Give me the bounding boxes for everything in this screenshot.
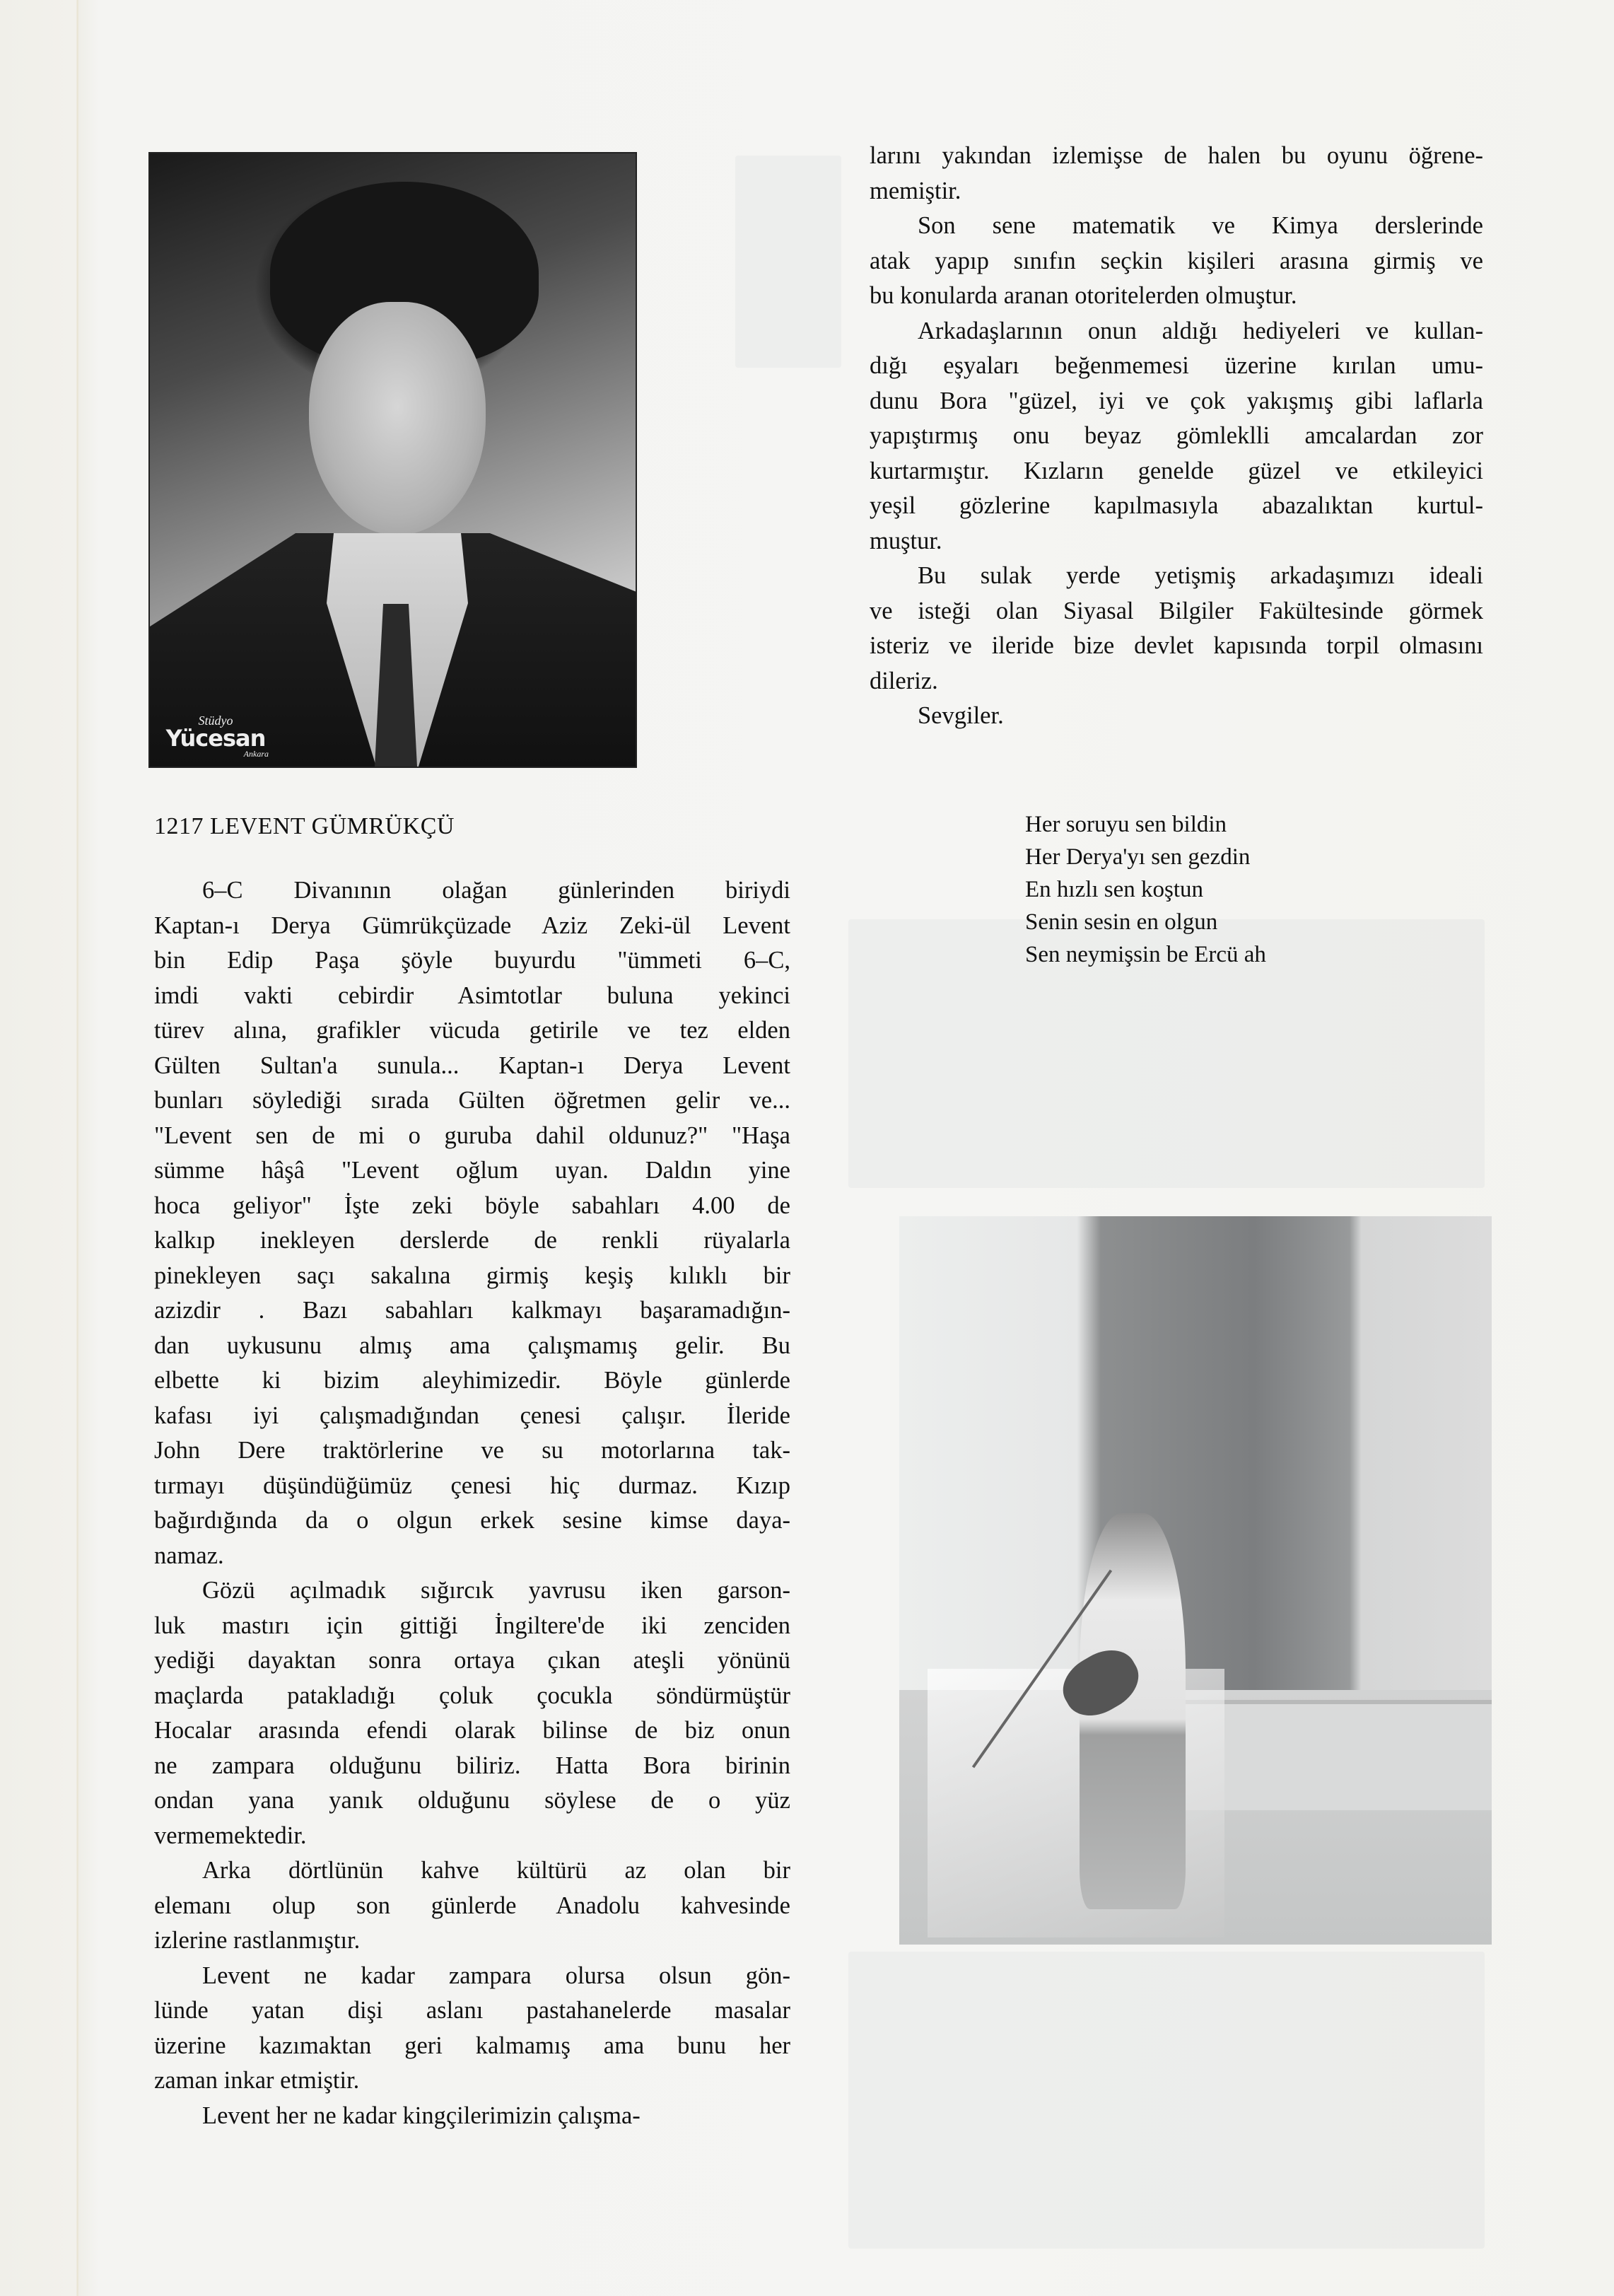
text-line: 6–C Divanının olağan günlerinden biriydi	[202, 877, 790, 904]
text-line: ve isteği olan Siyasal Bilgiler Fakültesinde görmek	[870, 597, 1483, 624]
poem-line: Senin sesin en olgun	[1025, 909, 1218, 935]
text-line: pinekleyen saçı sakalına girmiş keşiş kılıklı bir	[154, 1261, 790, 1289]
text-line: Gözü açılmadık sığırcık yavrusu iken garson-	[202, 1577, 790, 1604]
text-line: bin Edip Paşa şöyle buyurdu "ümmeti 6–C,	[154, 947, 790, 974]
left-column-text	[154, 873, 790, 2133]
text-line: kafası iyi çalışmadığından çenesi çalışır. İleride	[154, 1402, 790, 1429]
text-line: Son sene matematik ve Kimya derslerinde	[918, 212, 1483, 239]
text-line: bağırdığında da o olgun erkek sesine kimse daya-	[154, 1507, 790, 1534]
text-line: Bu sulak yerde yetişmiş arkadaşımızı ideali	[918, 562, 1483, 589]
text-line: dan uykusunu almış ama çalışmamış gelir. Bu	[154, 1331, 790, 1359]
text-line: zaman inkar etmiştir.	[154, 2067, 360, 2094]
text-line: muştur.	[870, 527, 942, 554]
paragraph	[870, 699, 1483, 734]
text-line: hoca geliyor" İşte zeki böyle sabahları 4.00 de	[154, 1191, 790, 1219]
studio-stamp-line3: Ankara	[243, 749, 269, 759]
text-line: bu konularda aranan otoritelerden olmuştur.	[870, 282, 1297, 309]
text-line: elbette ki bizim aleyhimizedir. Böyle günlerde	[154, 1367, 790, 1394]
text-line: "Levent sen de mi o guruba dahil oldunuz?" "Haşa	[154, 1121, 790, 1149]
text-line: dığı eşyaları beğenmemesi üzerine kırılan umu-	[870, 352, 1483, 379]
text-line: azizdir . Bazı sabahları kalkmayı başaramadığın-	[154, 1297, 790, 1324]
paragraph	[154, 1573, 790, 1853]
text-line: atak yapıp sınıfın seçkin kişileri arasına girmiş ve	[870, 247, 1483, 274]
text-line: kalkıp inekleyen derslerde de renkli rüyalarla	[154, 1227, 790, 1254]
paragraph	[870, 314, 1483, 559]
text-line: memiştir.	[870, 177, 961, 204]
poem-line: Sen neymişsin be Ercü ah	[1025, 942, 1266, 967]
text-line: ondan yana yanık olduğunu söylese de o yüz	[154, 1787, 790, 1814]
right-column-text	[870, 139, 1483, 734]
violin-photo	[899, 1216, 1492, 1945]
text-line: tırmayı düşündüğümüz çenesi hiç durmaz. Kızıp	[154, 1472, 790, 1499]
paragraph	[154, 1853, 790, 1959]
text-line: larını yakından izlemişse de halen bu oyunu öğrene-	[870, 142, 1483, 169]
text-line: Hocalar arasında efendi olarak bilinse de biz onun	[154, 1717, 790, 1744]
text-line: izlerine rastlanmıştır.	[154, 1927, 361, 1954]
text-line: yeşil gözlerine kapılmasıyla abazalıktan kurtul-	[870, 492, 1483, 519]
poem-line: En hızlı sen koştun	[1025, 877, 1204, 902]
text-line: elemanı olup son günlerde Anadolu kahvesinde	[154, 1892, 790, 1919]
text-line: Kaptan-ı Derya Gümrükçüzade Aziz Zeki-ül Levent	[154, 911, 790, 939]
poem	[1025, 808, 1266, 971]
text-line: sümme hâşâ "Levent oğlum uyan. Daldın yine	[154, 1157, 790, 1184]
paragraph	[154, 873, 790, 1573]
text-line: Levent her ne kadar kingçilerimizin çalışma-	[202, 2102, 641, 2129]
bleed-through-text	[735, 156, 841, 368]
text-line: yediği dayaktan sonra ortaya çıkan ateşli yönünü	[154, 1647, 790, 1674]
text-line: maçlarda patakladığı çoluk çocukla söndürmüştür	[154, 1682, 790, 1709]
text-line: dunu Bora "güzel, iyi ve çok yakışmış gibi laflarla	[870, 387, 1483, 414]
poem-line: Her soruyu sen bildin	[1025, 812, 1227, 837]
text-line: Arkadaşlarının onun aldığı hediyeleri ve kullan-	[918, 317, 1483, 344]
text-line: namaz.	[154, 1542, 224, 1569]
text-line: Arka dörtlünün kahve kültürü az olan bir	[202, 1857, 790, 1884]
text-line: türev alına, grafikler vücuda getirile ve tez elden	[154, 1017, 790, 1044]
bleed-through-text	[848, 1952, 1485, 2249]
text-line: lünde yatan dişi aslanı pastahanelerde masalar	[154, 1997, 790, 2024]
text-line: luk mastırı için gittiği İngiltere'de iki zenciden	[154, 1612, 790, 1639]
photo-bench	[1181, 1700, 1492, 1810]
text-line: Levent ne kadar zampara olursa olsun gön-	[202, 1962, 790, 1989]
studio-stamp-line1: Stüdyo	[198, 713, 233, 728]
studio-stamp-line2: Yücesan	[165, 725, 266, 752]
text-line: yapıştırmış onu beyaz gömleklli amcalardan zor	[870, 422, 1483, 449]
paragraph	[154, 1959, 790, 2099]
paragraph	[870, 209, 1483, 314]
text-line: isteriz ve ileride bize devlet kapısında torpil olmasını	[870, 632, 1483, 659]
text-line: Sevgiler.	[918, 702, 1004, 729]
text-line: ne zampara olduğunu biliriz. Hatta Bora birinin	[154, 1752, 790, 1779]
text-line: John Dere traktörlerine ve su motorlarına tak-	[154, 1437, 790, 1464]
portrait-face	[309, 302, 486, 535]
text-line: üzerine kazımaktan geri kalmamış ama bunu her	[154, 2032, 790, 2059]
text-line: vermemektedir.	[154, 1822, 307, 1849]
studio-stamp	[163, 714, 269, 758]
text-line: Gülten Sultan'a sunula... Kaptan-ı Derya Levent	[154, 1051, 790, 1079]
text-line: bunları söylediği sırada Gülten öğretmen gelir ve...	[154, 1087, 790, 1114]
text-line: imdi vakti cebirdir Asimtotlar buluna yekinci	[154, 981, 790, 1009]
paragraph	[154, 2099, 790, 2134]
student-heading: 1217 LEVENT GÜMRÜKÇÜ	[154, 813, 455, 839]
paragraph	[870, 139, 1483, 209]
poem-line: Her Derya'yı sen gezdin	[1025, 844, 1251, 870]
student-portrait-photo	[148, 152, 637, 768]
text-line: dileriz.	[870, 667, 938, 694]
paragraph	[870, 559, 1483, 699]
text-line: kurtarmıştır. Kızların genelde güzel ve etkileyici	[870, 457, 1483, 484]
